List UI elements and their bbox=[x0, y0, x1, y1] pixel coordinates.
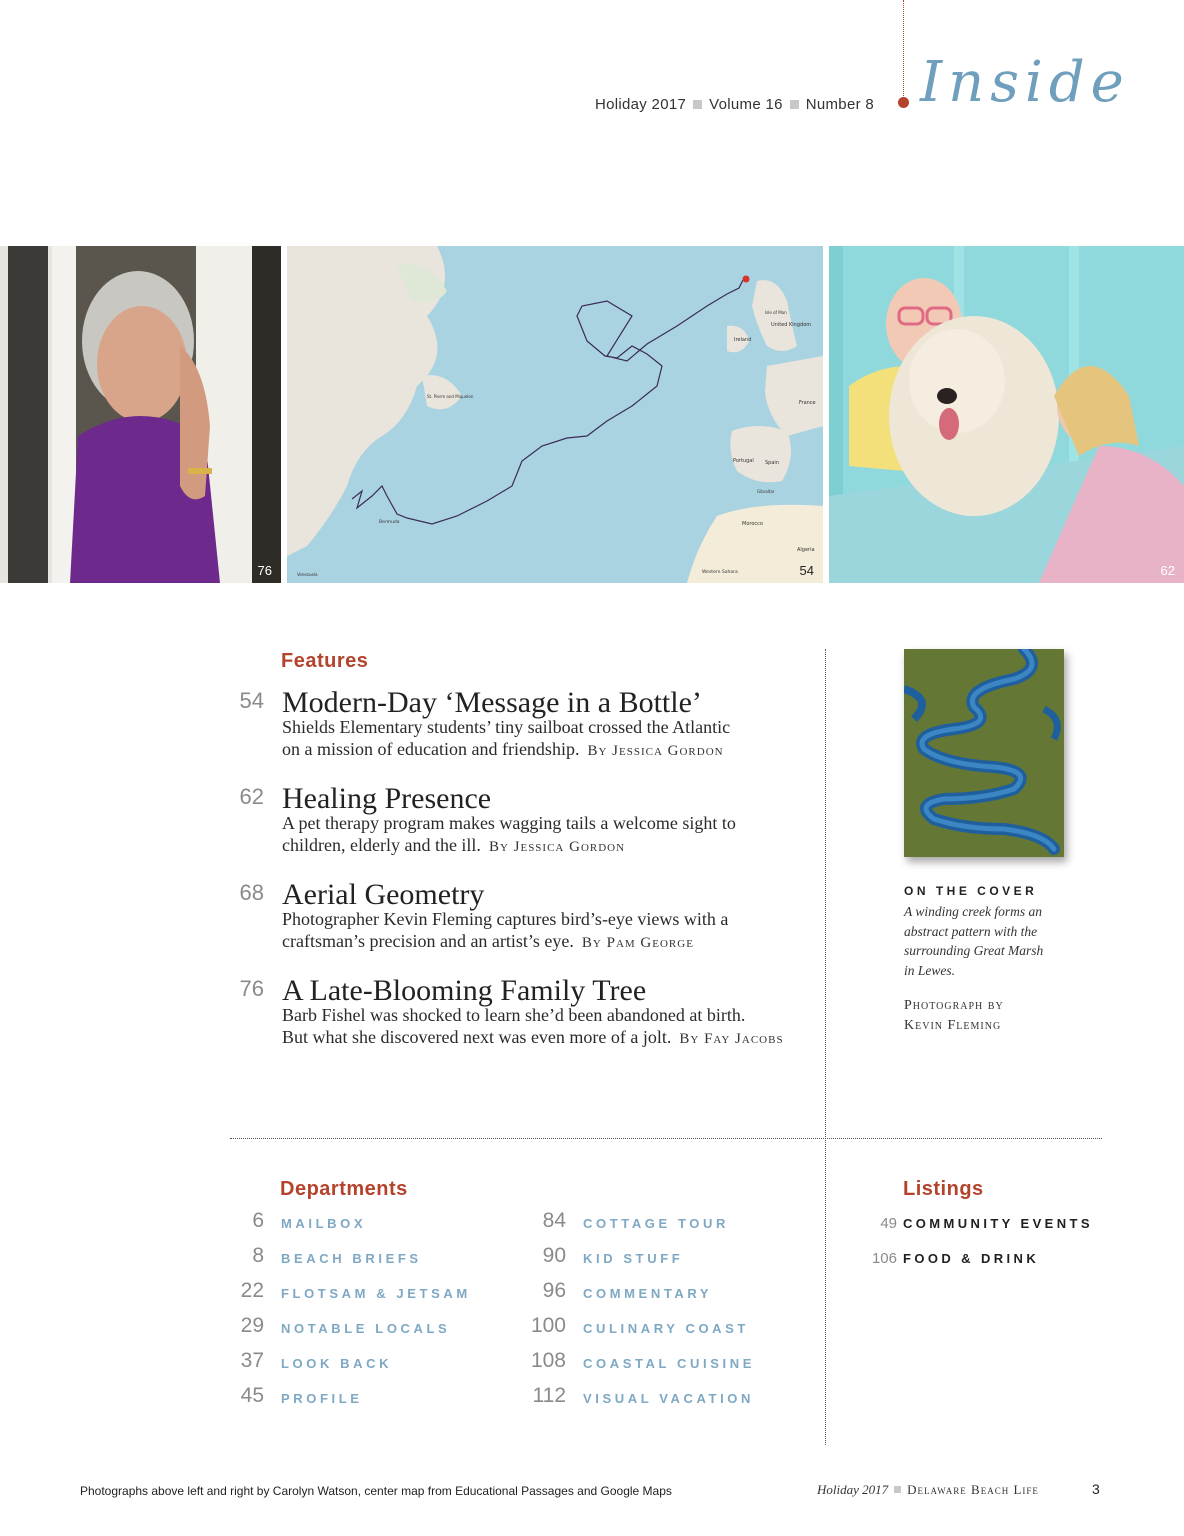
feature-desc-line: craftsman’s precision and an artist’s eye. bbox=[282, 931, 574, 951]
department-item[interactable] bbox=[530, 1209, 790, 1233]
department-label: PROFILE bbox=[281, 1391, 363, 1406]
atlantic-map-image bbox=[287, 246, 823, 583]
listing-number-box bbox=[855, 1215, 897, 1239]
listing-item[interactable] bbox=[903, 1215, 1103, 1239]
feature-description bbox=[282, 812, 822, 858]
cover-photo[interactable] bbox=[904, 649, 1064, 857]
feature-description bbox=[282, 716, 822, 762]
cover-credit-line: Kevin Fleming bbox=[904, 1018, 1002, 1033]
separator-square bbox=[790, 100, 799, 109]
department-page-number: 96 bbox=[542, 1279, 566, 1302]
footer-folio bbox=[817, 1482, 1039, 1498]
footer-magazine-name: Delaware Beach Life bbox=[907, 1482, 1039, 1497]
photo-route-map[interactable] bbox=[287, 246, 823, 583]
listing-page-number: 49 bbox=[880, 1215, 897, 1232]
listing-item[interactable] bbox=[903, 1250, 1103, 1274]
map-label-gibraltar: Gibraltar bbox=[757, 489, 775, 494]
cover-desc-line: abstract pattern with the bbox=[904, 923, 1038, 939]
department-page-number: 112 bbox=[532, 1384, 566, 1407]
photo-credit: Photographs above left and right by Carolyn Watson, center map from Educational Passages and Google Maps bbox=[80, 1484, 672, 1498]
feature-description bbox=[282, 1004, 822, 1050]
feature-page-number: 62 bbox=[239, 784, 264, 809]
map-label-uk: United Kingdom bbox=[771, 322, 812, 328]
map-label-ireland: Ireland bbox=[734, 337, 752, 343]
feature-title: Aerial Geometry bbox=[282, 878, 485, 911]
department-page-number: 108 bbox=[530, 1349, 566, 1372]
department-item[interactable] bbox=[228, 1279, 488, 1303]
feature-byline: By Jessica Gordon bbox=[587, 743, 724, 759]
horizontal-divider bbox=[230, 1138, 1102, 1139]
feature-byline: By Pam George bbox=[581, 935, 694, 951]
issue-number: Number 8 bbox=[805, 96, 874, 113]
map-label-algeria: Algeria bbox=[797, 547, 815, 553]
department-item[interactable] bbox=[530, 1244, 790, 1268]
listings-heading: Listings bbox=[903, 1178, 984, 1200]
feature-item[interactable] bbox=[228, 974, 808, 1054]
cover-credit bbox=[904, 996, 1074, 1036]
department-label: NOTABLE LOCALS bbox=[281, 1321, 451, 1336]
issue-volume: Volume 16 bbox=[709, 96, 783, 113]
feature-desc-line: Barb Fishel was shocked to learn she’d been abandoned at birth. bbox=[282, 1005, 746, 1025]
feature-desc-line: Shields Elementary students’ tiny sailboat crossed the Atlantic bbox=[282, 717, 731, 737]
feature-description bbox=[282, 908, 822, 954]
department-page-number: 100 bbox=[530, 1314, 566, 1337]
issue-date: Holiday 2017 bbox=[594, 96, 687, 113]
feature-page-number: 76 bbox=[239, 976, 264, 1001]
department-page-number: 45 bbox=[240, 1384, 264, 1407]
footer-issue: Holiday 2017 bbox=[817, 1482, 889, 1497]
feature-title: A Late-Blooming Family Tree bbox=[282, 974, 647, 1007]
department-page-number: 90 bbox=[542, 1244, 566, 1267]
department-page-number: 22 bbox=[240, 1279, 264, 1302]
map-label-saint-pierre: St. Pierre and Miquelon bbox=[427, 394, 474, 399]
features-heading: Features bbox=[281, 650, 369, 672]
vertical-divider bbox=[825, 649, 826, 1445]
department-label: COASTAL CUISINE bbox=[583, 1356, 755, 1371]
department-item[interactable] bbox=[228, 1209, 488, 1233]
feature-byline: By Jessica Gordon bbox=[488, 839, 626, 855]
separator-square bbox=[693, 100, 702, 109]
map-label-bermuda: Bermuda bbox=[379, 520, 400, 525]
listing-label: COMMUNITY EVENTS bbox=[903, 1216, 1093, 1231]
page-number: 3 bbox=[1092, 1481, 1100, 1497]
feature-desc-line: on a mission of education and friendship. bbox=[282, 739, 580, 759]
department-label: COTTAGE TOUR bbox=[583, 1216, 729, 1231]
department-item[interactable] bbox=[228, 1314, 488, 1338]
listing-number-box bbox=[855, 1250, 897, 1274]
cover-desc-line: surrounding Great Marsh bbox=[904, 943, 1044, 958]
map-label-portugal: Portugal bbox=[733, 458, 754, 464]
feature-title: Modern-Day ‘Message in a Bottle’ bbox=[282, 686, 702, 719]
feature-item[interactable] bbox=[228, 686, 808, 766]
cover-desc-line: A winding creek forms an bbox=[904, 904, 1042, 919]
issue-line bbox=[595, 96, 874, 113]
feature-desc-line: A pet therapy program makes wagging tails a welcome sight to bbox=[282, 813, 736, 833]
header-dot bbox=[898, 97, 909, 108]
listing-label: FOOD & DRINK bbox=[903, 1251, 1040, 1266]
map-label-morocco: Morocco bbox=[742, 521, 763, 527]
feature-page-number: 54 bbox=[239, 688, 264, 713]
feature-byline: By Fay Jacobs bbox=[679, 1031, 784, 1047]
department-page-number: 84 bbox=[542, 1209, 566, 1232]
page-title: Inside bbox=[920, 50, 1130, 115]
photo-page-number: 62 bbox=[1160, 563, 1175, 578]
photo-woman-portrait[interactable] bbox=[0, 246, 281, 583]
feature-item[interactable] bbox=[228, 878, 808, 958]
listing-page-number: 106 bbox=[871, 1250, 897, 1267]
department-page-number: 37 bbox=[240, 1349, 264, 1372]
feature-page-number: 68 bbox=[239, 880, 264, 905]
header-dotted-rule bbox=[903, 0, 904, 98]
map-label-isle-of-man: Isle of Man bbox=[765, 310, 787, 315]
department-item[interactable] bbox=[530, 1384, 790, 1408]
feature-title: Healing Presence bbox=[282, 782, 492, 815]
department-label: COMMENTARY bbox=[583, 1286, 713, 1301]
department-item[interactable] bbox=[530, 1314, 790, 1338]
department-item[interactable] bbox=[228, 1349, 488, 1373]
feature-desc-line: But what she discovered next was even more of a jolt. bbox=[282, 1027, 672, 1047]
cover-description bbox=[904, 902, 1064, 980]
map-label-venezuela: Venezuela bbox=[297, 572, 318, 577]
feature-desc-line: Photographer Kevin Fleming captures bird’s-eye views with a bbox=[282, 909, 729, 929]
cover-creek-image bbox=[904, 649, 1064, 857]
cover-desc-line: in Lewes. bbox=[904, 962, 956, 978]
department-item[interactable] bbox=[228, 1384, 488, 1408]
department-label: FLOTSAM & JETSAM bbox=[281, 1286, 471, 1301]
department-item[interactable] bbox=[228, 1244, 488, 1268]
department-item[interactable] bbox=[530, 1349, 790, 1373]
departments-heading: Departments bbox=[280, 1178, 408, 1200]
department-page-number: 8 bbox=[252, 1244, 264, 1267]
department-label: LOOK BACK bbox=[281, 1356, 393, 1371]
department-page-number: 29 bbox=[240, 1314, 264, 1337]
department-label: BEACH BRIEFS bbox=[281, 1251, 422, 1266]
woman-portrait-image bbox=[0, 246, 281, 583]
feature-desc-line: children, elderly and the ill. bbox=[282, 835, 481, 855]
department-label: KID STUFF bbox=[583, 1251, 684, 1266]
map-label-western-sahara: Western Sahara bbox=[702, 570, 738, 575]
department-label: VISUAL VACATION bbox=[583, 1391, 755, 1406]
map-label-spain: Spain bbox=[765, 460, 779, 466]
department-page-number: 6 bbox=[252, 1209, 264, 1232]
department-label: CULINARY COAST bbox=[583, 1321, 749, 1336]
photo-page-number: 76 bbox=[257, 563, 272, 578]
department-item[interactable] bbox=[530, 1279, 790, 1303]
cover-heading: ON THE COVER bbox=[904, 884, 1038, 898]
cover-credit-line: Photograph by bbox=[904, 998, 1004, 1013]
feature-item[interactable] bbox=[228, 782, 808, 862]
children-dog-image bbox=[829, 246, 1184, 583]
map-label-france: France bbox=[799, 400, 816, 406]
photo-page-number: 54 bbox=[799, 563, 814, 578]
department-label: MAILBOX bbox=[281, 1216, 367, 1231]
separator-square bbox=[894, 1486, 901, 1493]
photo-children-dog[interactable] bbox=[829, 246, 1184, 583]
